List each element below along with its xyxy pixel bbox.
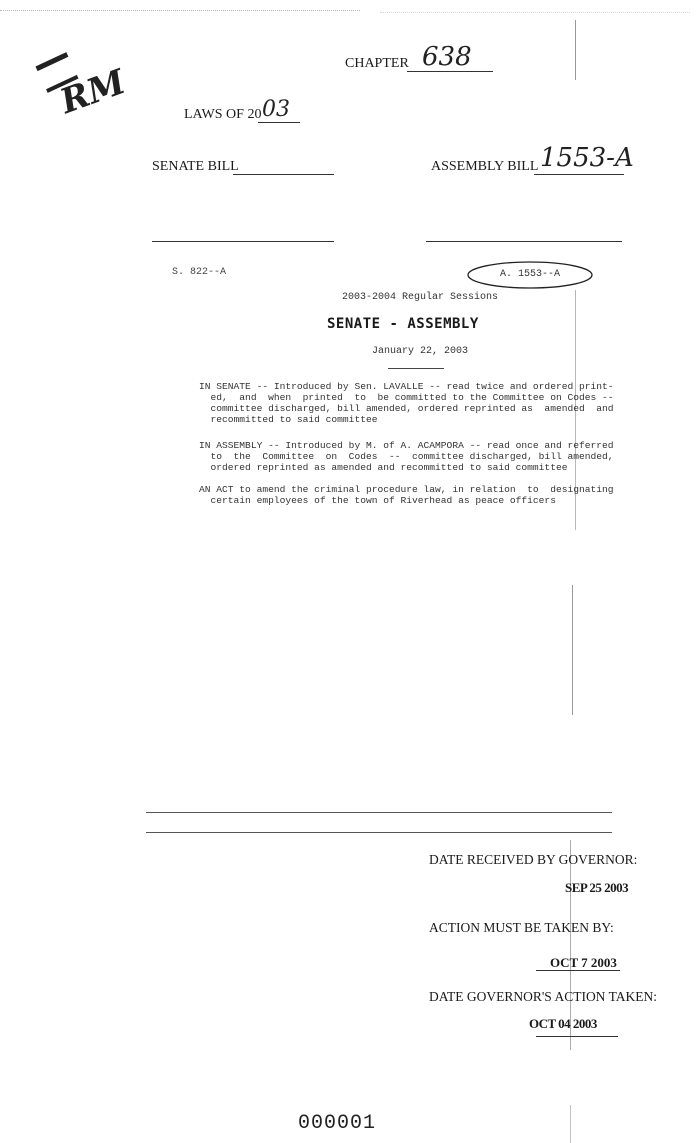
assembly-bill-label: ASSEMBLY BILL — [431, 159, 539, 174]
laws-label: LAWS OF 20 — [184, 107, 262, 122]
assembly-bill-number: 1553-A — [540, 143, 634, 173]
scan-artifact-vertical — [572, 585, 573, 715]
blank-line-right — [426, 241, 622, 242]
scan-edge-top-right — [380, 12, 690, 15]
assembly-intro-paragraph — [199, 440, 614, 473]
bill-heading: SENATE - ASSEMBLY — [327, 316, 479, 332]
footer-rule-1 — [146, 812, 612, 813]
bill-date: January 22, 2003 — [372, 346, 469, 357]
text-line: AN ACT to amend the criminal procedure law, in relation to designating — [199, 484, 614, 495]
senate-bill-underline — [233, 174, 334, 175]
action-taken-label: DATE GOVERNOR'S ACTION TAKEN: — [429, 989, 657, 1004]
laws-underline — [258, 122, 300, 123]
text-line: to the Committee on Codes -- committee discharged, bill amended, — [199, 451, 614, 462]
scan-artifact-vertical — [575, 20, 576, 80]
date-received-stamp: SEP 25 2003 — [565, 880, 629, 895]
action-by-date: OCT 7 2003 — [550, 955, 617, 970]
session-line: 2003-2004 Regular Sessions — [342, 292, 499, 303]
chapter-label: CHAPTER — [345, 56, 409, 71]
text-line: recommitted to said committee — [199, 414, 378, 425]
assembly-bill-number-typed: A. 1553--A — [500, 269, 561, 280]
text-line: ed, and when printed to be committed to the Committee on Codes -- — [199, 392, 614, 403]
laws-year: 03 — [262, 97, 290, 122]
text-line: certain employees of the town of Riverhead as peace officers — [199, 495, 556, 506]
text-line: IN SENATE -- Introduced by Sen. LAVALLE -- read twice and ordered print- — [199, 381, 614, 392]
senate-intro-paragraph — [199, 381, 614, 425]
text-line: committee discharged, bill amended, ordered reprinted as amended and — [199, 403, 614, 414]
date-rule — [388, 368, 444, 369]
action-by-underline — [536, 970, 620, 971]
action-taken-date: OCT 04 2003 — [529, 1016, 597, 1031]
action-taken-underline — [536, 1036, 618, 1037]
footer-rule-2 — [146, 832, 612, 833]
text-line: IN ASSEMBLY -- Introduced by M. of A. ACAMPORA -- read once and referred — [199, 440, 614, 451]
assembly-bill-underline — [534, 174, 624, 175]
act-title-paragraph — [199, 484, 614, 506]
page-number: 000001 — [298, 1112, 377, 1135]
chapter-number: 638 — [422, 42, 472, 72]
handwritten-initials: RM — [55, 61, 131, 123]
scan-edge-top — [0, 10, 360, 15]
scan-artifact-vertical — [570, 1105, 571, 1143]
text-line: ordered reprinted as amended and recommitted to said committee — [199, 462, 568, 473]
blank-line-left — [152, 241, 334, 242]
date-received-label: DATE RECEIVED BY GOVERNOR: — [429, 852, 638, 867]
action-by-label: ACTION MUST BE TAKEN BY: — [429, 920, 614, 935]
senate-bill-number: S. 822--A — [172, 267, 227, 278]
senate-bill-label: SENATE BILL — [152, 159, 239, 174]
